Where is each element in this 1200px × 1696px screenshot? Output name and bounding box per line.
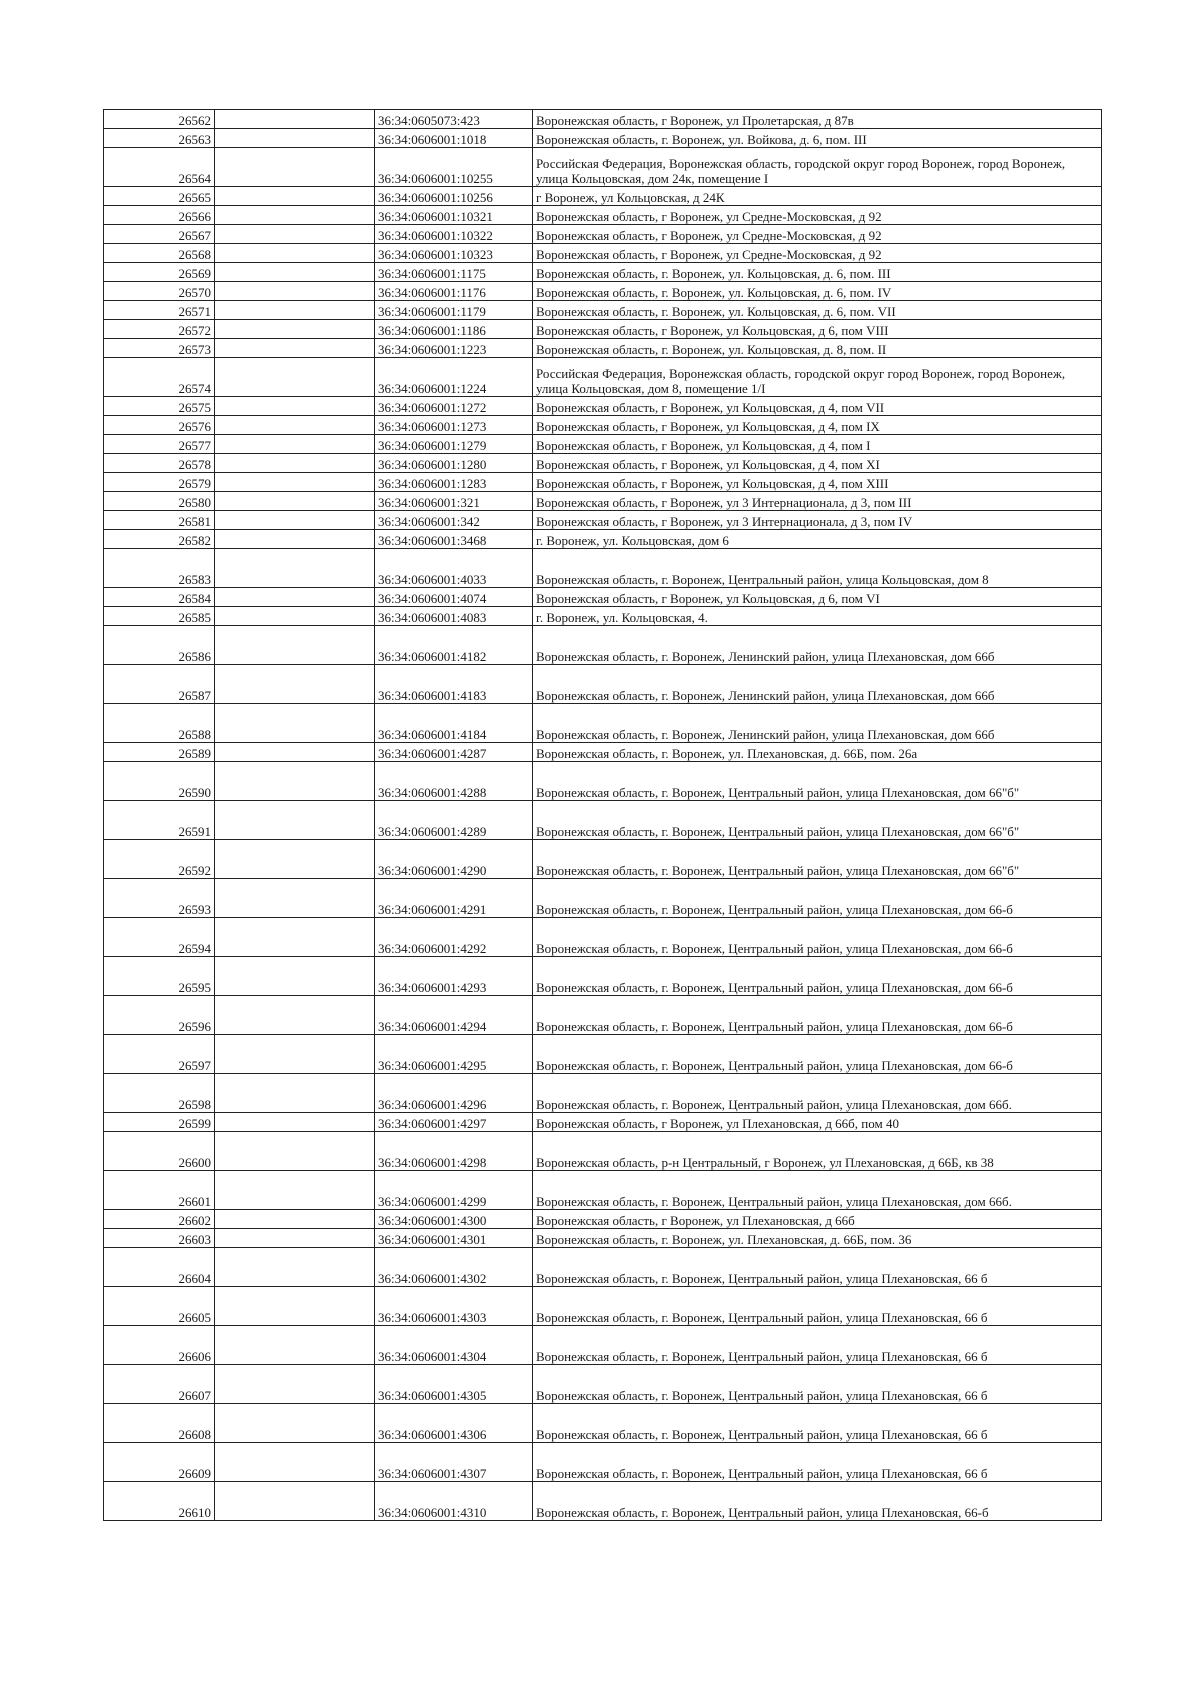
row-number-cell: 26562	[104, 110, 215, 129]
empty-cell	[215, 129, 375, 148]
cadastral-number-cell: 36:34:0606001:1186	[375, 320, 533, 339]
empty-cell	[215, 244, 375, 263]
row-number-cell: 26602	[104, 1210, 215, 1229]
empty-cell	[215, 1404, 375, 1443]
row-number-cell: 26570	[104, 282, 215, 301]
table-row	[104, 1132, 1102, 1171]
address-cell: Воронежская область, г. Воронеж, Ленинский район, улица Плехановская, дом 66б	[533, 665, 1102, 704]
row-number-cell: 26567	[104, 225, 215, 244]
empty-cell	[215, 358, 375, 397]
empty-cell	[215, 435, 375, 454]
empty-cell	[215, 473, 375, 492]
address-cell: Воронежская область, г Воронеж, ул Кольцовская, д 4, пом XIII	[533, 473, 1102, 492]
address-cell: Воронежская область, г. Воронеж, ул. Кольцовская, д. 6, пом. IV	[533, 282, 1102, 301]
table-row	[104, 397, 1102, 416]
row-number-cell: 26566	[104, 206, 215, 225]
address-cell: Воронежская область, г Воронеж, ул 3 Интернационала, д 3, пом III	[533, 492, 1102, 511]
address-cell: Воронежская область, г. Воронеж, Центральный район, улица Плехановская, 66 б	[533, 1365, 1102, 1404]
empty-cell	[215, 607, 375, 626]
cadastral-number-cell: 36:34:0606001:1179	[375, 301, 533, 320]
cadastral-number-cell: 36:34:0606001:4301	[375, 1229, 533, 1248]
cadastral-number-cell: 36:34:0606001:321	[375, 492, 533, 511]
cadastral-number-cell: 36:34:0606001:4299	[375, 1171, 533, 1210]
address-cell: г Воронеж, ул Кольцовская, д 24К	[533, 187, 1102, 206]
row-number-cell: 26572	[104, 320, 215, 339]
address-cell: Воронежская область, г. Воронеж, Ленинский район, улица Плехановская, дом 66б	[533, 704, 1102, 743]
table-row	[104, 244, 1102, 263]
table-row	[104, 626, 1102, 665]
row-number-cell: 26579	[104, 473, 215, 492]
empty-cell	[215, 801, 375, 840]
cadastral-number-cell: 36:34:0606001:4296	[375, 1074, 533, 1113]
empty-cell	[215, 704, 375, 743]
cadastral-number-cell: 36:34:0606001:4182	[375, 626, 533, 665]
empty-cell	[215, 957, 375, 996]
cadastral-number-cell: 36:34:0606001:4184	[375, 704, 533, 743]
cadastral-number-cell: 36:34:0606001:1272	[375, 397, 533, 416]
empty-cell	[215, 225, 375, 244]
row-number-cell: 26607	[104, 1365, 215, 1404]
cadastral-number-cell: 36:34:0606001:1280	[375, 454, 533, 473]
table-row	[104, 435, 1102, 454]
cadastral-number-cell: 36:34:0606001:4306	[375, 1404, 533, 1443]
table-row	[104, 1113, 1102, 1132]
table-row	[104, 530, 1102, 549]
address-cell: Воронежская область, г. Воронеж, ул. Кольцовская, д. 6, пом. VII	[533, 301, 1102, 320]
address-cell: Воронежская область, г. Воронеж, ул. Войкова, д. 6, пом. III	[533, 129, 1102, 148]
address-cell: Российская Федерация, Воронежская область, городской округ город Воронеж, город Воронеж, улица Кольцовская, дом 8, помещение 1/I	[533, 358, 1102, 397]
table-row	[104, 1326, 1102, 1365]
address-cell: Воронежская область, г Воронеж, ул Плехановская, д 66б	[533, 1210, 1102, 1229]
row-number-cell: 26590	[104, 762, 215, 801]
cadastral-number-cell: 36:34:0606001:4297	[375, 1113, 533, 1132]
row-number-cell: 26608	[104, 1404, 215, 1443]
table-row	[104, 454, 1102, 473]
table-row	[104, 957, 1102, 996]
empty-cell	[215, 1287, 375, 1326]
address-cell: Воронежская область, г Воронеж, ул Средне-Московская, д 92	[533, 206, 1102, 225]
table-row	[104, 1443, 1102, 1482]
cadastral-number-cell: 36:34:0606001:4300	[375, 1210, 533, 1229]
address-cell: Воронежская область, г. Воронеж, Центральный район, улица Плехановская, 66 б	[533, 1248, 1102, 1287]
empty-cell	[215, 1248, 375, 1287]
row-number-cell: 26578	[104, 454, 215, 473]
address-cell: Воронежская область, г Воронеж, ул 3 Интернационала, д 3, пом IV	[533, 511, 1102, 530]
empty-cell	[215, 301, 375, 320]
table-row	[104, 416, 1102, 435]
row-number-cell: 26591	[104, 801, 215, 840]
cadastral-number-cell: 36:34:0606001:1175	[375, 263, 533, 282]
property-table	[103, 109, 1102, 1521]
table-row	[104, 301, 1102, 320]
row-number-cell: 26576	[104, 416, 215, 435]
address-cell: Воронежская область, г. Воронеж, Ленинский район, улица Плехановская, дом 66б	[533, 626, 1102, 665]
table-row	[104, 1074, 1102, 1113]
table-row	[104, 1287, 1102, 1326]
table-row	[104, 225, 1102, 244]
row-number-cell: 26581	[104, 511, 215, 530]
table-row	[104, 511, 1102, 530]
address-cell: Воронежская область, г. Воронеж, Центральный район, улица Кольцовская, дом 8	[533, 549, 1102, 588]
row-number-cell: 26586	[104, 626, 215, 665]
row-number-cell: 26605	[104, 1287, 215, 1326]
address-cell: Воронежская область, г. Воронеж, Центральный район, улица Плехановская, дом 66-б	[533, 957, 1102, 996]
row-number-cell: 26599	[104, 1113, 215, 1132]
table-row	[104, 187, 1102, 206]
cadastral-number-cell: 36:34:0606001:4074	[375, 588, 533, 607]
table-row	[104, 1035, 1102, 1074]
row-number-cell: 26584	[104, 588, 215, 607]
address-cell: Воронежская область, г. Воронеж, Центральный район, улица Плехановская, дом 66"б"	[533, 840, 1102, 879]
table-row	[104, 1365, 1102, 1404]
cadastral-number-cell: 36:34:0606001:4033	[375, 549, 533, 588]
row-number-cell: 26603	[104, 1229, 215, 1248]
empty-cell	[215, 743, 375, 762]
cadastral-number-cell: 36:34:0606001:4298	[375, 1132, 533, 1171]
empty-cell	[215, 918, 375, 957]
row-number-cell: 26589	[104, 743, 215, 762]
table-row	[104, 206, 1102, 225]
table-row	[104, 743, 1102, 762]
cadastral-number-cell: 36:34:0606001:4083	[375, 607, 533, 626]
empty-cell	[215, 263, 375, 282]
table-row	[104, 263, 1102, 282]
row-number-cell: 26565	[104, 187, 215, 206]
table-row	[104, 704, 1102, 743]
cadastral-number-cell: 36:34:0606001:4305	[375, 1365, 533, 1404]
property-table-body	[104, 110, 1102, 1521]
row-number-cell: 26593	[104, 879, 215, 918]
empty-cell	[215, 1210, 375, 1229]
row-number-cell: 26571	[104, 301, 215, 320]
cadastral-number-cell: 36:34:0606001:4303	[375, 1287, 533, 1326]
empty-cell	[215, 530, 375, 549]
cadastral-number-cell: 36:34:0606001:1273	[375, 416, 533, 435]
empty-cell	[215, 397, 375, 416]
empty-cell	[215, 454, 375, 473]
cadastral-number-cell: 36:34:0606001:4292	[375, 918, 533, 957]
table-row	[104, 110, 1102, 129]
row-number-cell: 26583	[104, 549, 215, 588]
cadastral-number-cell: 36:34:0606001:4307	[375, 1443, 533, 1482]
table-row	[104, 492, 1102, 511]
row-number-cell: 26600	[104, 1132, 215, 1171]
table-row	[104, 918, 1102, 957]
address-cell: Воронежская область, г Воронеж, ул Кольцовская, д 4, пом IX	[533, 416, 1102, 435]
table-row	[104, 996, 1102, 1035]
address-cell: Воронежская область, г. Воронеж, Центральный район, улица Плехановская, 66 б	[533, 1443, 1102, 1482]
row-number-cell: 26595	[104, 957, 215, 996]
address-cell: Воронежская область, г. Воронеж, Центральный район, улица Плехановская, дом 66б.	[533, 1171, 1102, 1210]
address-cell: Воронежская область, г. Воронеж, ул. Плехановская, д. 66Б, пом. 26а	[533, 743, 1102, 762]
address-cell: Воронежская область, г Воронеж, ул Плехановская, д 66б, пом 40	[533, 1113, 1102, 1132]
row-number-cell: 26610	[104, 1482, 215, 1521]
table-row	[104, 840, 1102, 879]
table-row	[104, 801, 1102, 840]
cadastral-number-cell: 36:34:0606001:10322	[375, 225, 533, 244]
empty-cell	[215, 1482, 375, 1521]
address-cell: Воронежская область, г. Воронеж, ул. Кольцовская, д. 6, пом. III	[533, 263, 1102, 282]
cadastral-number-cell: 36:34:0606001:4293	[375, 957, 533, 996]
cadastral-number-cell: 36:34:0606001:10256	[375, 187, 533, 206]
table-row	[104, 1210, 1102, 1229]
row-number-cell: 26574	[104, 358, 215, 397]
cadastral-number-cell: 36:34:0606001:4304	[375, 1326, 533, 1365]
empty-cell	[215, 492, 375, 511]
empty-cell	[215, 187, 375, 206]
empty-cell	[215, 1365, 375, 1404]
empty-cell	[215, 110, 375, 129]
address-cell: Воронежская область, г Воронеж, ул Пролетарская, д 87в	[533, 110, 1102, 129]
empty-cell	[215, 1074, 375, 1113]
table-row	[104, 473, 1102, 492]
address-cell: Воронежская область, г. Воронеж, Центральный район, улица Плехановская, 66-б	[533, 1482, 1102, 1521]
cadastral-number-cell: 36:34:0606001:3468	[375, 530, 533, 549]
empty-cell	[215, 320, 375, 339]
row-number-cell: 26587	[104, 665, 215, 704]
row-number-cell: 26577	[104, 435, 215, 454]
table-row	[104, 320, 1102, 339]
cadastral-number-cell: 36:34:0606001:4183	[375, 665, 533, 704]
address-cell: Воронежская область, р-н Центральный, г Воронеж, ул Плехановская, д 66Б, кв 38	[533, 1132, 1102, 1171]
row-number-cell: 26573	[104, 339, 215, 358]
cadastral-number-cell: 36:34:0606001:1224	[375, 358, 533, 397]
empty-cell	[215, 206, 375, 225]
row-number-cell: 26568	[104, 244, 215, 263]
table-row	[104, 1229, 1102, 1248]
address-cell: Воронежская область, г Воронеж, ул Кольцовская, д 4, пом XI	[533, 454, 1102, 473]
cadastral-number-cell: 36:34:0606001:4302	[375, 1248, 533, 1287]
address-cell: г. Воронеж, ул. Кольцовская, 4.	[533, 607, 1102, 626]
address-cell: Воронежская область, г Воронеж, ул Кольцовская, д 4, пом VII	[533, 397, 1102, 416]
cadastral-number-cell: 36:34:0606001:4288	[375, 762, 533, 801]
address-cell: Воронежская область, г. Воронеж, Центральный район, улица Плехановская, дом 66-б	[533, 1035, 1102, 1074]
empty-cell	[215, 282, 375, 301]
address-cell: Воронежская область, г. Воронеж, Центральный район, улица Плехановская, дом 66-б	[533, 879, 1102, 918]
address-cell: Воронежская область, г Воронеж, ул Кольцовская, д 4, пом I	[533, 435, 1102, 454]
empty-cell	[215, 879, 375, 918]
row-number-cell: 26592	[104, 840, 215, 879]
empty-cell	[215, 1229, 375, 1248]
document-page	[103, 109, 1102, 1521]
address-cell: Воронежская область, г. Воронеж, Центральный район, улица Плехановская, 66 б	[533, 1326, 1102, 1365]
empty-cell	[215, 148, 375, 187]
table-row	[104, 1171, 1102, 1210]
cadastral-number-cell: 36:34:0606001:4289	[375, 801, 533, 840]
cadastral-number-cell: 36:34:0606001:4287	[375, 743, 533, 762]
address-cell: Воронежская область, г Воронеж, ул Кольцовская, д 6, пом VIII	[533, 320, 1102, 339]
cadastral-number-cell: 36:34:0606001:1283	[375, 473, 533, 492]
empty-cell	[215, 1132, 375, 1171]
row-number-cell: 26606	[104, 1326, 215, 1365]
cadastral-number-cell: 36:34:0606001:10321	[375, 206, 533, 225]
row-number-cell: 26598	[104, 1074, 215, 1113]
row-number-cell: 26569	[104, 263, 215, 282]
address-cell: Воронежская область, г. Воронеж, ул. Плехановская, д. 66Б, пом. 36	[533, 1229, 1102, 1248]
table-row	[104, 588, 1102, 607]
table-row	[104, 665, 1102, 704]
address-cell: Воронежская область, г. Воронеж, Центральный район, улица Плехановская, дом 66-б	[533, 918, 1102, 957]
address-cell: Воронежская область, г. Воронеж, Центральный район, улица Плехановская, 66 б	[533, 1404, 1102, 1443]
cadastral-number-cell: 36:34:0606001:4291	[375, 879, 533, 918]
cadastral-number-cell: 36:34:0606001:10323	[375, 244, 533, 263]
cadastral-number-cell: 36:34:0606001:1176	[375, 282, 533, 301]
row-number-cell: 26575	[104, 397, 215, 416]
address-cell: Воронежская область, г. Воронеж, ул. Кольцовская, д. 8, пом. II	[533, 339, 1102, 358]
table-row	[104, 879, 1102, 918]
cadastral-number-cell: 36:34:0605073:423	[375, 110, 533, 129]
table-row	[104, 282, 1102, 301]
empty-cell	[215, 996, 375, 1035]
empty-cell	[215, 511, 375, 530]
cadastral-number-cell: 36:34:0606001:1279	[375, 435, 533, 454]
row-number-cell: 26596	[104, 996, 215, 1035]
table-row	[104, 1482, 1102, 1521]
address-cell: Воронежская область, г. Воронеж, Центральный район, улица Плехановская, дом 66"б"	[533, 801, 1102, 840]
row-number-cell: 26597	[104, 1035, 215, 1074]
empty-cell	[215, 416, 375, 435]
table-row	[104, 1248, 1102, 1287]
table-row	[104, 358, 1102, 397]
row-number-cell: 26588	[104, 704, 215, 743]
cadastral-number-cell: 36:34:0606001:4290	[375, 840, 533, 879]
empty-cell	[215, 1326, 375, 1365]
row-number-cell: 26585	[104, 607, 215, 626]
address-cell: Воронежская область, г Воронеж, ул Кольцовская, д 6, пом VI	[533, 588, 1102, 607]
empty-cell	[215, 1113, 375, 1132]
row-number-cell: 26601	[104, 1171, 215, 1210]
address-cell: Воронежская область, г. Воронеж, Центральный район, улица Плехановская, 66 б	[533, 1287, 1102, 1326]
cadastral-number-cell: 36:34:0606001:10255	[375, 148, 533, 187]
row-number-cell: 26594	[104, 918, 215, 957]
row-number-cell: 26564	[104, 148, 215, 187]
row-number-cell: 26582	[104, 530, 215, 549]
table-row	[104, 148, 1102, 187]
empty-cell	[215, 588, 375, 607]
cadastral-number-cell: 36:34:0606001:4310	[375, 1482, 533, 1521]
empty-cell	[215, 762, 375, 801]
address-cell: Российская Федерация, Воронежская область, городской округ город Воронеж, город Воронеж, улица Кольцовская, дом 24к, помещение I	[533, 148, 1102, 187]
row-number-cell: 26563	[104, 129, 215, 148]
empty-cell	[215, 840, 375, 879]
empty-cell	[215, 1443, 375, 1482]
table-row	[104, 339, 1102, 358]
cadastral-number-cell: 36:34:0606001:1018	[375, 129, 533, 148]
table-row	[104, 129, 1102, 148]
cadastral-number-cell: 36:34:0606001:342	[375, 511, 533, 530]
empty-cell	[215, 1171, 375, 1210]
table-row	[104, 549, 1102, 588]
empty-cell	[215, 549, 375, 588]
empty-cell	[215, 1035, 375, 1074]
row-number-cell: 26609	[104, 1443, 215, 1482]
address-cell: Воронежская область, г Воронеж, ул Средне-Московская, д 92	[533, 225, 1102, 244]
empty-cell	[215, 339, 375, 358]
row-number-cell: 26604	[104, 1248, 215, 1287]
cadastral-number-cell: 36:34:0606001:1223	[375, 339, 533, 358]
address-cell: Воронежская область, г. Воронеж, Центральный район, улица Плехановская, дом 66б.	[533, 1074, 1102, 1113]
row-number-cell: 26580	[104, 492, 215, 511]
table-row	[104, 607, 1102, 626]
address-cell: Воронежская область, г Воронеж, ул Средне-Московская, д 92	[533, 244, 1102, 263]
address-cell: г. Воронеж, ул. Кольцовская, дом 6	[533, 530, 1102, 549]
table-row	[104, 762, 1102, 801]
cadastral-number-cell: 36:34:0606001:4294	[375, 996, 533, 1035]
empty-cell	[215, 665, 375, 704]
address-cell: Воронежская область, г. Воронеж, Центральный район, улица Плехановская, дом 66-б	[533, 996, 1102, 1035]
table-row	[104, 1404, 1102, 1443]
cadastral-number-cell: 36:34:0606001:4295	[375, 1035, 533, 1074]
address-cell: Воронежская область, г. Воронеж, Центральный район, улица Плехановская, дом 66"б"	[533, 762, 1102, 801]
empty-cell	[215, 626, 375, 665]
